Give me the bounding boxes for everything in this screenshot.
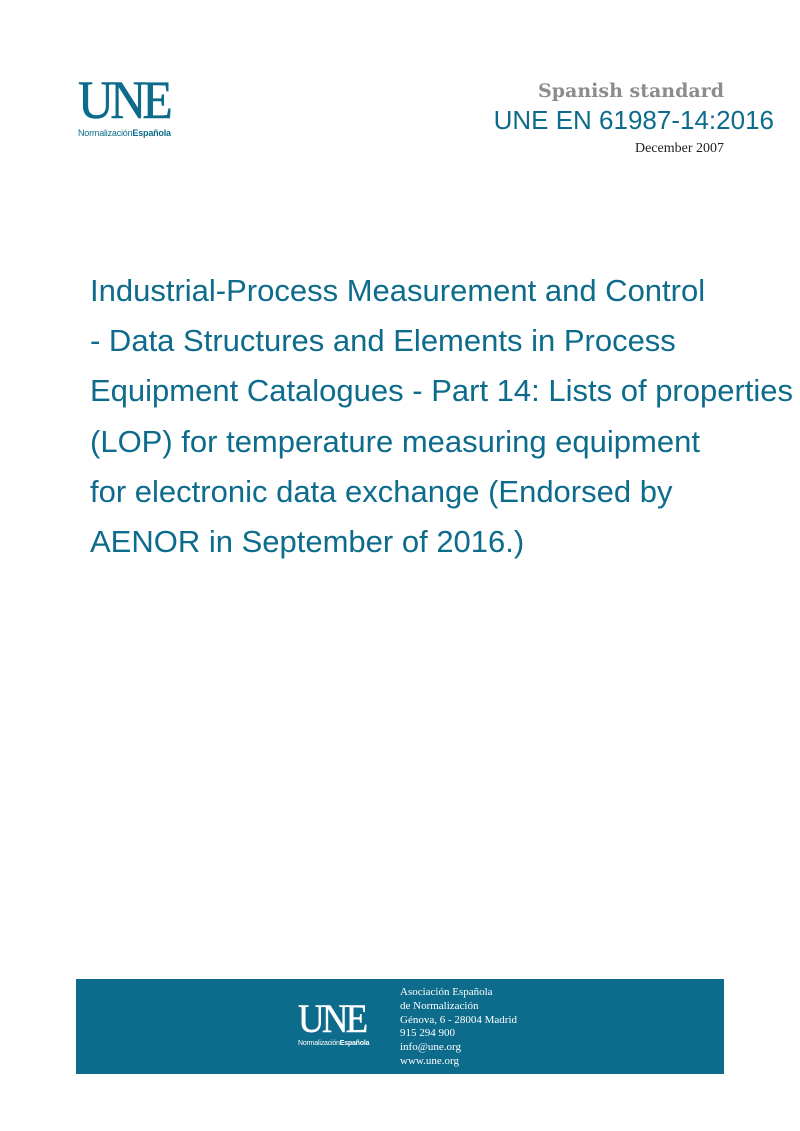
footer-logo-mark: UNE bbox=[298, 996, 366, 1041]
footer-band bbox=[76, 979, 724, 1074]
footer-org-name-line2: de Normalización bbox=[400, 999, 479, 1012]
document-header bbox=[493, 78, 774, 160]
document-type: Spanish standard bbox=[538, 80, 724, 102]
footer-email-link[interactable]: info@une.org bbox=[400, 1041, 461, 1054]
document-date: December 2007 bbox=[634, 141, 724, 156]
footer-tagline-regular: Normalización bbox=[298, 1040, 340, 1047]
tagline-bold: Española bbox=[132, 128, 171, 138]
une-logo bbox=[78, 70, 177, 138]
footer-website-link[interactable]: www.une.org bbox=[400, 1054, 459, 1067]
document-title: Industrial-Process Measurement and Control - Data Structures and Elements in Process Equipment Catalogues - Part 14: Lists of properties (LOP) for temperature measuring equipment for electronic data exchange (Endorsed by AENOR in September of 2016.) bbox=[90, 273, 794, 560]
document-code: UNE EN 61987-14:2016 bbox=[493, 105, 774, 135]
tagline-regular: Normalización bbox=[78, 128, 133, 138]
footer-contact-block bbox=[400, 986, 517, 1069]
footer-org-name-line1: Asociación Española bbox=[400, 986, 493, 998]
une-logo-mark: UNE bbox=[78, 70, 170, 130]
footer-tagline-bold: Española bbox=[339, 1040, 370, 1047]
footer-phone: 915 294 900 bbox=[400, 1027, 455, 1040]
footer-une-logo bbox=[298, 996, 371, 1047]
footer-address: Génova, 6 - 28004 Madrid bbox=[400, 1013, 518, 1026]
footer-logo-tagline bbox=[298, 1040, 371, 1047]
